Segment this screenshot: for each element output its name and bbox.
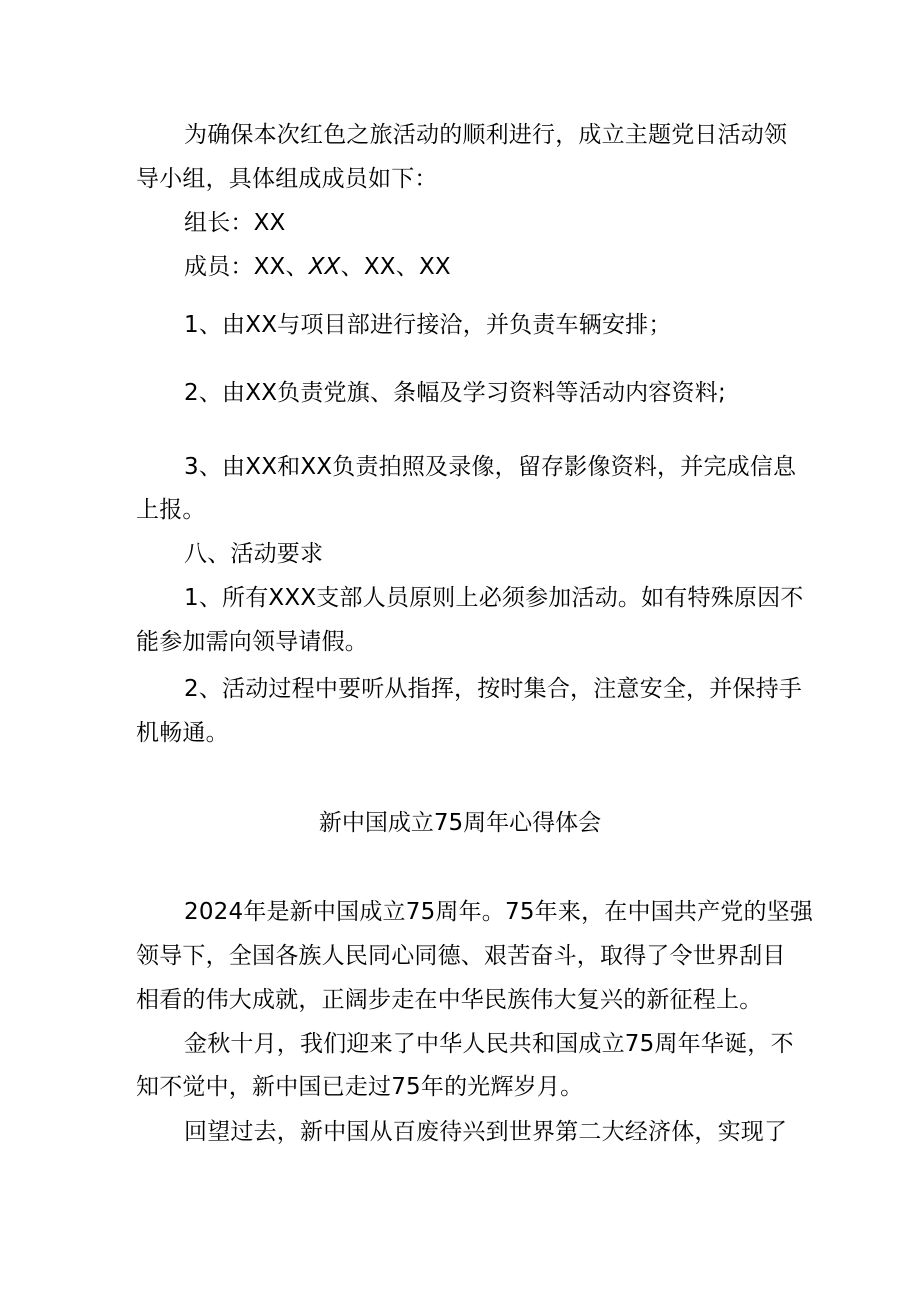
duty-3-line-1: 3、由XX和XX负责拍照及录像，留存影像资料，并完成信息 (184, 454, 797, 480)
heading-activity-requirements: 八、活动要求 (184, 541, 324, 567)
paragraph-3-line-1: 回望过去，新中国从百废待兴到世界第二大经济体，实现了 (184, 1119, 788, 1145)
requirement-1-line-2: 能参加需向领导请假。 (136, 629, 368, 655)
paragraph-2-line-2: 知不觉中，新中国已走过75年的光辉岁月。 (136, 1074, 584, 1100)
members-italic: XX (308, 254, 341, 280)
paragraph-1-line-2: 领导下，全国各族人民同心同德、艰苦奋斗，取得了令世界刮目 (136, 943, 786, 969)
paragraph-1-line-3: 相看的伟大成就，正阔步走在中华民族伟大复兴的新征程上。 (136, 987, 763, 1013)
requirement-2-line-1: 2、活动过程中要听从指挥，按时集合，注意安全，并保持手 (184, 676, 803, 702)
section-title: 新中国成立75周年心得体会 (318, 810, 602, 836)
paragraph-1-line-1: 2024年是新中国成立75周年。75年来，在中国共产党的坚强 (184, 899, 814, 925)
members-prefix: 成员：XX、 (184, 254, 309, 280)
requirement-1-line-1: 1、所有XXX支部人员原则上必须参加活动。如有特殊原因不 (184, 585, 804, 611)
duty-2: 2、由XX负责党旗、条幅及学习资料等活动内容资料; (184, 380, 726, 406)
duty-3-line-2: 上报。 (136, 497, 206, 523)
members-line (184, 252, 451, 282)
intro-line-2: 导小组，具体组成成员如下： (136, 166, 438, 192)
requirement-2-line-2: 机畅通。 (136, 720, 229, 746)
paragraph-2-line-1: 金秋十月，我们迎来了中华人民共和国成立75周年华诞，不 (184, 1031, 794, 1057)
members-suffix: 、XX、XX (340, 254, 451, 280)
leader-line: 组长：XX (184, 210, 286, 236)
intro-line-1: 为确保本次红色之旅活动的顺利进行，成立主题党日活动领 (184, 122, 788, 148)
duty-1: 1、由XX与项目部进行接洽，并负责车辆安排； (184, 312, 672, 338)
